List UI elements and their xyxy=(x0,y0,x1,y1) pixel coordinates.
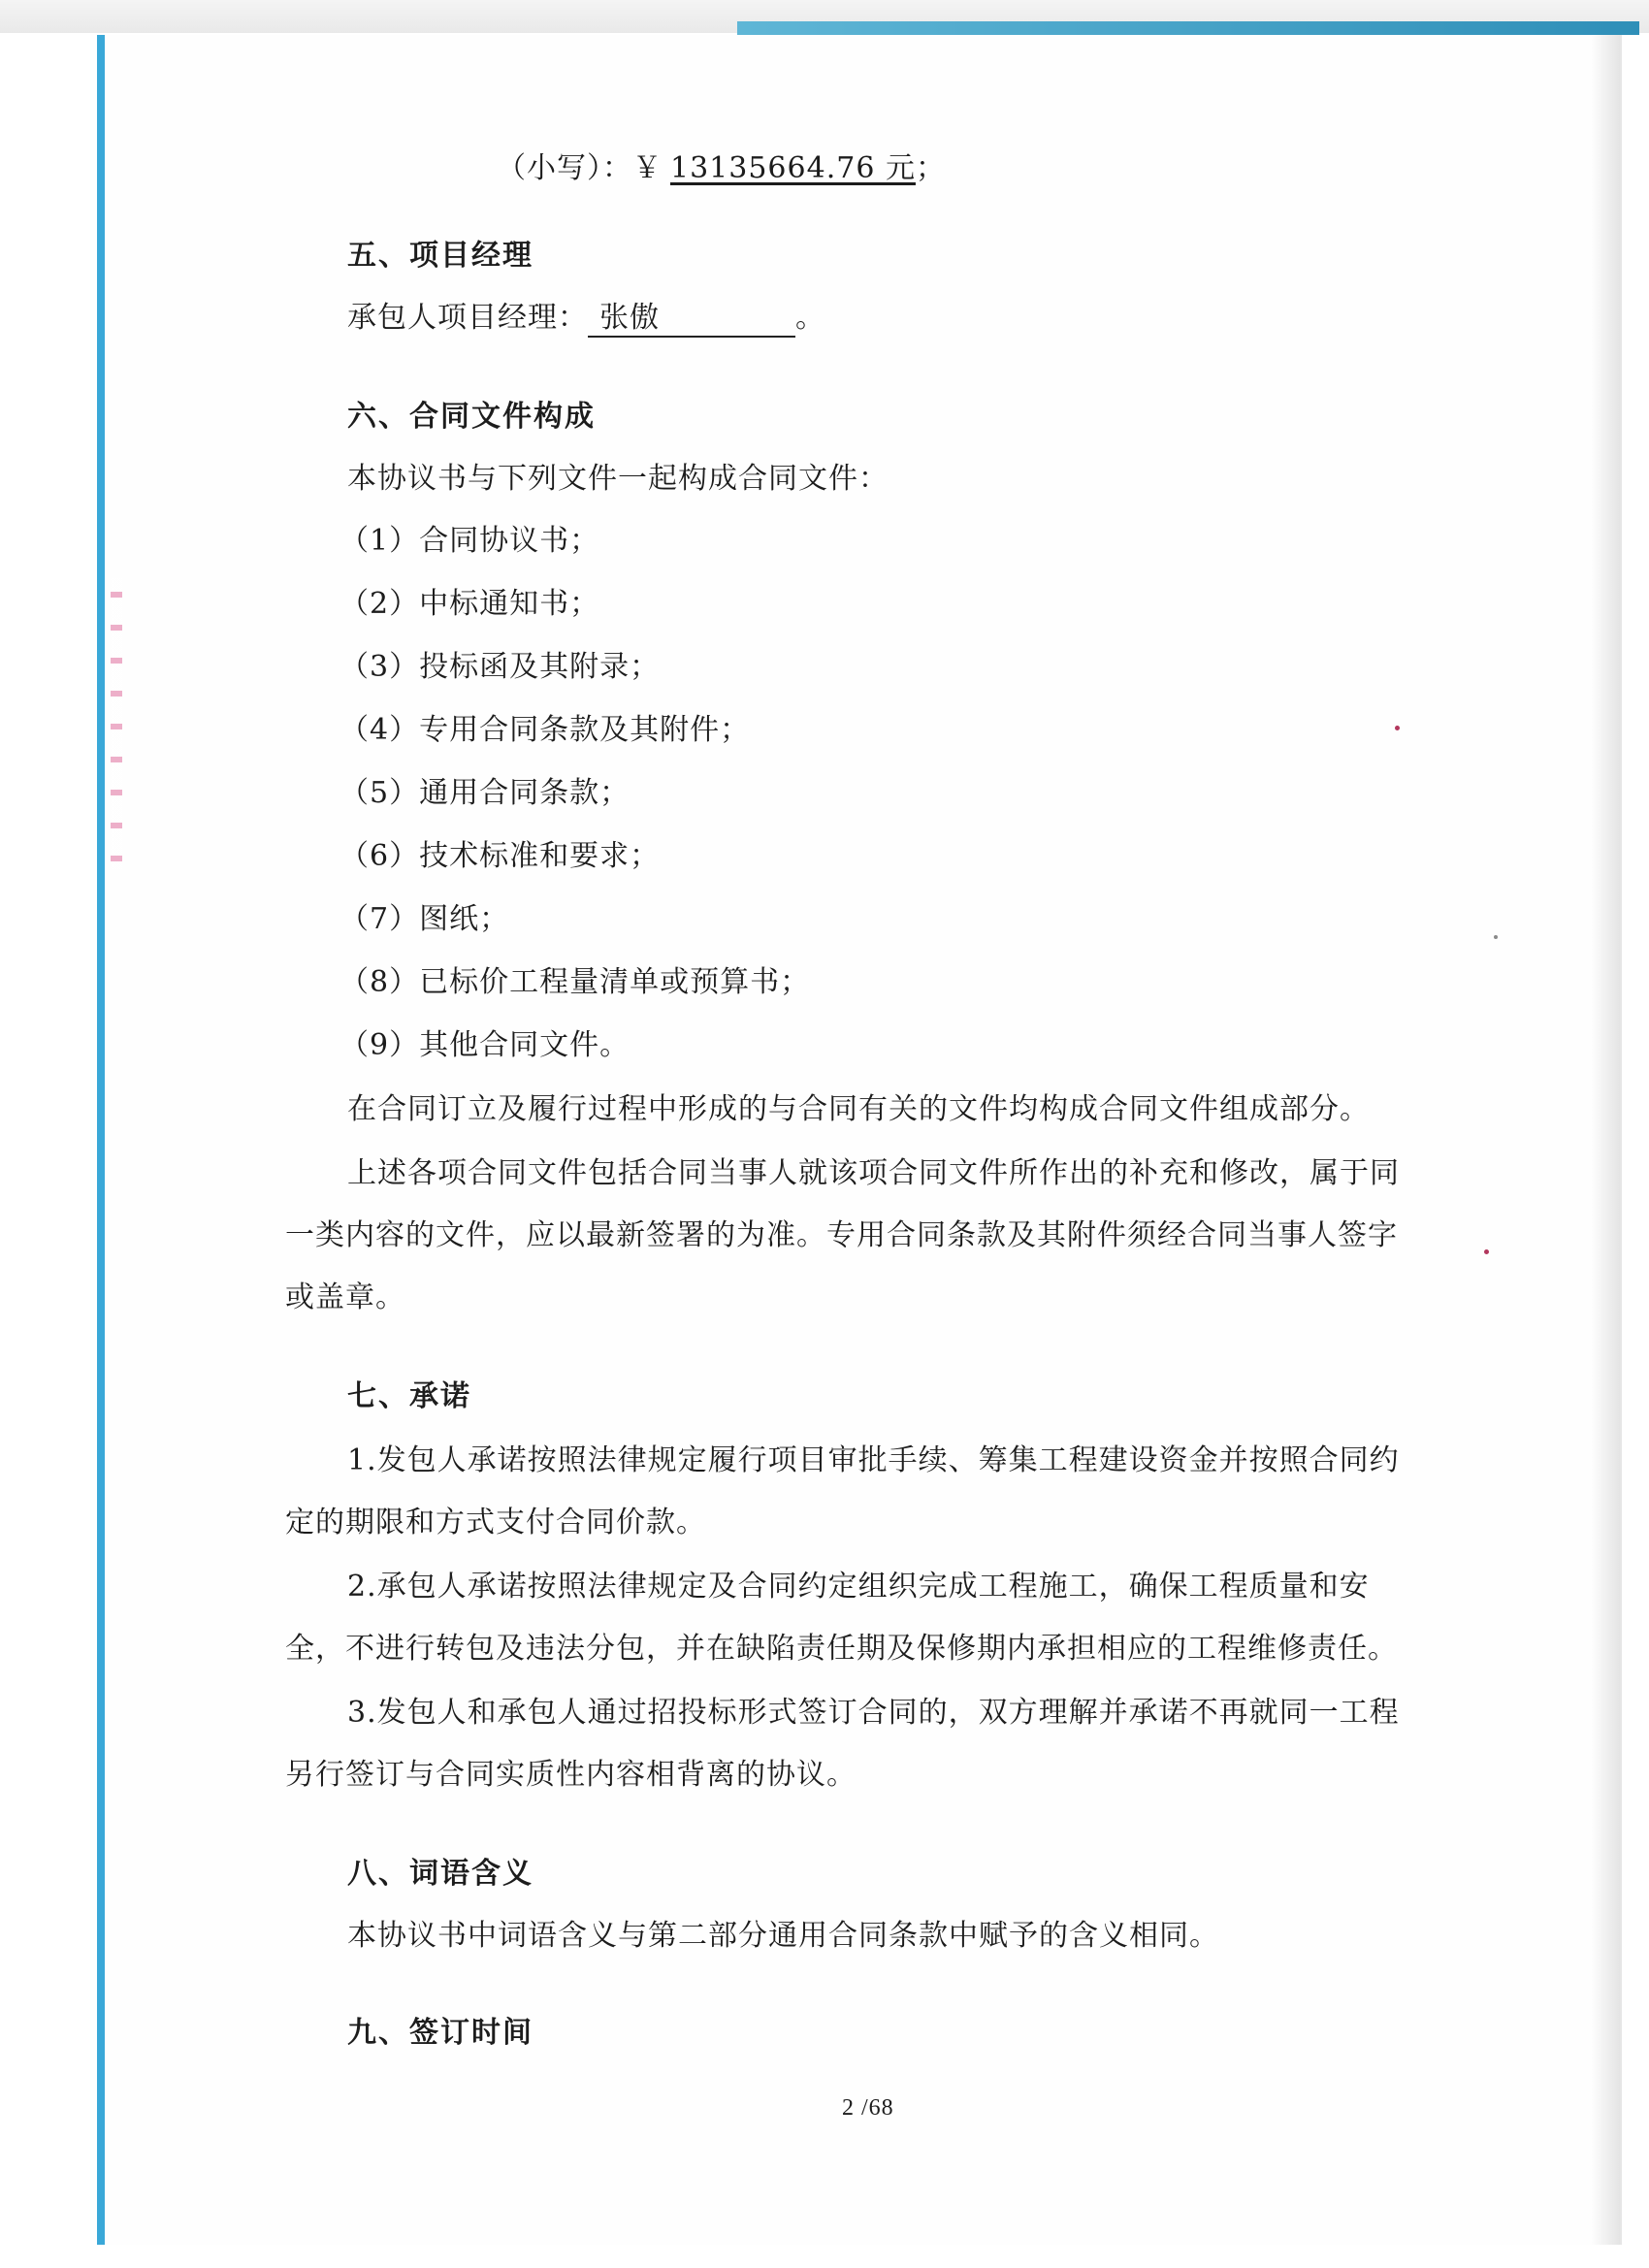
section-5-heading: 五、项目经理 xyxy=(347,239,534,273)
list-item: （9）其他合同文件。 xyxy=(340,1028,630,1062)
commitment-line: 2.承包人承诺按照法律规定及合同约定组织完成工程施工，确保工程质量和安 xyxy=(347,1570,1370,1604)
section-6-paragraph-line: 一类内容的文件，应以最新签署的为准。专用合同条款及其附件须经合同当事人签字 xyxy=(285,1218,1398,1252)
commitment-line: 另行签订与合同实质性内容相背离的协议。 xyxy=(285,1758,857,1792)
project-manager-value: 张傲 xyxy=(588,301,795,338)
section-6-intro: 本协议书与下列文件一起构成合同文件： xyxy=(347,462,889,496)
binding-marks xyxy=(111,578,122,869)
commitment-line: 全，不进行转包及违法分包，并在缺陷责任期及保修期内承担相应的工程维修责任。 xyxy=(285,1632,1398,1666)
section-6-paragraph-line: 上述各项合同文件包括合同当事人就该项合同文件所作出的补充和修改，属于同 xyxy=(347,1156,1400,1190)
commitment-line: 1.发包人承诺按照法律规定履行项目审批手续、筹集工程建设资金并按照合同约 xyxy=(347,1443,1400,1477)
list-item: （3）投标函及其附录； xyxy=(340,650,661,684)
project-manager-label: 承包人项目经理： xyxy=(347,301,588,335)
ink-speck xyxy=(1494,935,1498,939)
section-6-paragraph-line: 或盖章。 xyxy=(285,1280,405,1314)
commitment-line: 3.发包人和承包人通过招投标形式签订合同的，双方理解并承诺不再就同一工程 xyxy=(347,1696,1400,1730)
list-item: （8）已标价工程量清单或预算书； xyxy=(340,965,811,999)
project-manager-line xyxy=(347,299,825,338)
commitment-line: 定的期限和方式支付合同价款。 xyxy=(285,1506,706,1539)
page-number: 2 /68 xyxy=(842,2095,894,2121)
section-8-text: 本协议书中词语含义与第二部分通用合同条款中赋予的含义相同。 xyxy=(347,1919,1219,1953)
list-item: （5）通用合同条款； xyxy=(340,776,630,810)
list-item: （4）专用合同条款及其附件； xyxy=(340,713,751,747)
list-item: （6）技术标准和要求； xyxy=(340,839,661,873)
list-item: （7）图纸； xyxy=(340,902,510,936)
amount-line xyxy=(497,149,946,188)
list-item: （1）合同协议书； xyxy=(340,524,600,558)
section-6-heading: 六、合同文件构成 xyxy=(347,400,596,434)
section-8-heading: 八、词语含义 xyxy=(347,1857,534,1891)
amount-prefix: （小写）：￥ xyxy=(497,151,663,185)
section-9-heading: 九、签订时间 xyxy=(347,2016,534,2050)
ink-speck xyxy=(1395,726,1400,730)
scan-edge-strip xyxy=(737,21,1639,35)
document-page xyxy=(97,35,1620,2245)
amount-suffix: ； xyxy=(915,151,946,185)
list-item: （2）中标通知书； xyxy=(340,587,600,621)
ink-speck xyxy=(1484,1249,1489,1254)
page-shadow xyxy=(1591,35,1620,2245)
section-6-paragraph: 在合同订立及履行过程中形成的与合同有关的文件均构成合同文件组成部分。 xyxy=(347,1092,1370,1126)
section-7-heading: 七、承诺 xyxy=(347,1379,471,1413)
project-manager-suffix: 。 xyxy=(795,301,825,335)
amount-value: 13135664.76 元 xyxy=(670,151,916,185)
